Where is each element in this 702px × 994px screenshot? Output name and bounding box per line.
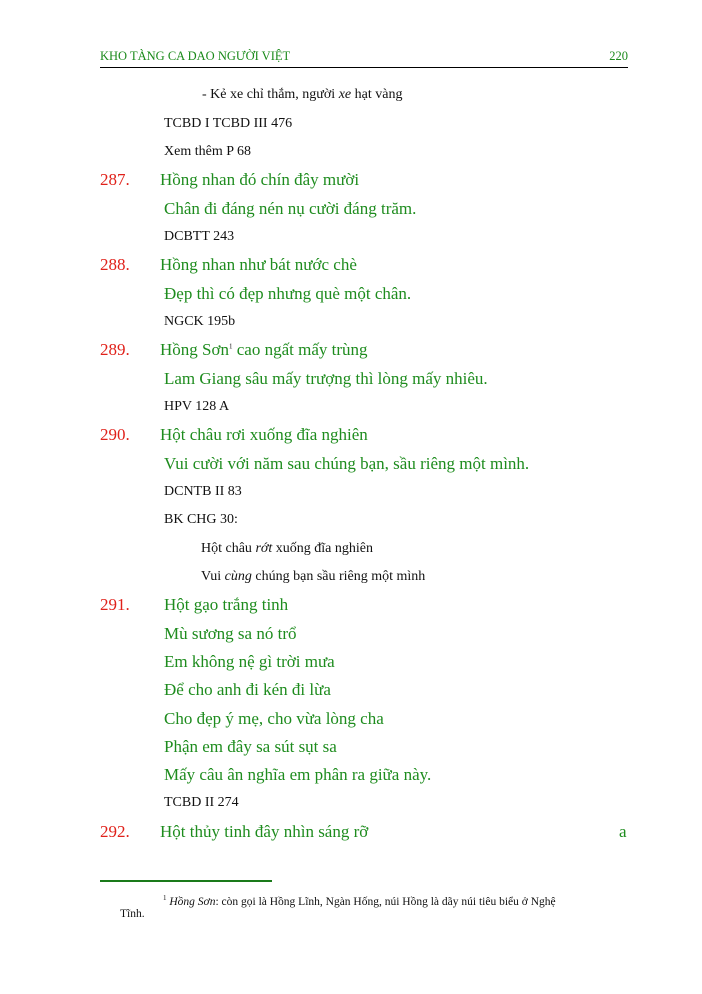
entry-number: 291. <box>100 595 130 614</box>
carryover-end: hạt vàng <box>354 87 403 102</box>
source-ref: DCNTB II 83 <box>164 484 242 499</box>
verse-line: Cho đẹp ý mẹ, cho vừa lòng cha <box>164 709 384 728</box>
carryover-italic: xe <box>338 87 352 102</box>
carryover-verse <box>202 87 402 103</box>
variant-text: Vui <box>201 569 222 584</box>
verse-line: Hồng nhan như bát nước chè <box>160 255 357 274</box>
cross-ref: Xem thêm P 68 <box>164 144 251 159</box>
footnote-term: Hồng Sơn <box>169 895 216 908</box>
verse-line: Em không nệ gì trời mưa <box>164 652 335 671</box>
source-ref: TCBD I TCBD III 476 <box>164 116 293 131</box>
footnote-text: : còn gọi là Hồng Lĩnh, Ngàn Hống, núi Hồng là dãy núi tiêu biểu ở Nghệ <box>215 895 556 908</box>
verse-text: Hồng Sơn <box>160 340 229 359</box>
verse-line: Hột thủy tinh đây nhìn sáng rỡ <box>160 822 369 841</box>
page-number: 220 <box>609 49 628 63</box>
variant-text: chúng bạn sầu riêng một mình <box>255 569 426 584</box>
footnote-number: 1 <box>163 894 167 902</box>
header-divider <box>100 67 628 68</box>
verse-line: Lam Giang sâu mấy trượng thì lòng mấy nhiêu. <box>164 369 488 388</box>
verse-line: Chân đi đáng nén nụ cười đáng trăm. <box>164 199 417 218</box>
entry-number: 289. <box>100 340 130 359</box>
source-ref: NGCK 195b <box>164 314 236 329</box>
verse-line: Đẹp thì có đẹp nhưng què một chân. <box>164 284 412 303</box>
verse-line: Hột gạo trắng tinh <box>164 595 289 614</box>
verse-line: Mù sương sa nó trổ <box>164 624 297 643</box>
variant-italic: cùng <box>224 569 252 584</box>
variant-text: Hột châu <box>201 541 252 556</box>
variant-line <box>201 569 425 585</box>
footnote-divider <box>100 880 272 882</box>
entry-number: 288. <box>100 255 130 274</box>
verse-line: Phận em đây sa sút sụt sa <box>164 737 337 756</box>
verse-line <box>160 340 368 360</box>
source-ref: DCBTT 243 <box>164 229 235 244</box>
verse-text: cao ngất mấy trùng <box>232 340 368 359</box>
verse-line: Vui cười với năm sau chúng bạn, sầu riêng một mình. <box>164 454 530 473</box>
trailing-char: a <box>619 822 627 841</box>
footnote <box>163 894 556 908</box>
variant-line <box>201 541 373 557</box>
page-header <box>100 49 628 67</box>
entry-number: 290. <box>100 425 130 444</box>
source-ref: BK CHG 30: <box>164 512 238 527</box>
carryover-text: - Kẻ xe chỉ thắm, người <box>202 87 336 102</box>
variant-italic: rớt <box>255 541 273 556</box>
entry-number: 292. <box>100 822 130 841</box>
footnote-continuation: Tĩnh. <box>120 908 145 920</box>
source-ref: TCBD II 274 <box>164 795 239 810</box>
variant-text: xuống đĩa nghiên <box>275 541 373 556</box>
source-ref: HPV 128 A <box>164 399 230 414</box>
verse-line: Hột châu rơi xuống đĩa nghiên <box>160 425 368 444</box>
verse-line: Mấy câu ân nghĩa em phân ra giữa này. <box>164 765 432 784</box>
book-title: KHO TÀNG CA DAO NGƯỜI VIỆT <box>100 49 291 63</box>
verse-line: Hồng nhan đó chín đây mười <box>160 170 360 189</box>
entry-number: 287. <box>100 170 130 189</box>
verse-line: Để cho anh đi kén đi lừa <box>164 680 331 699</box>
footnote-marker[interactable]: 1 <box>228 342 233 351</box>
